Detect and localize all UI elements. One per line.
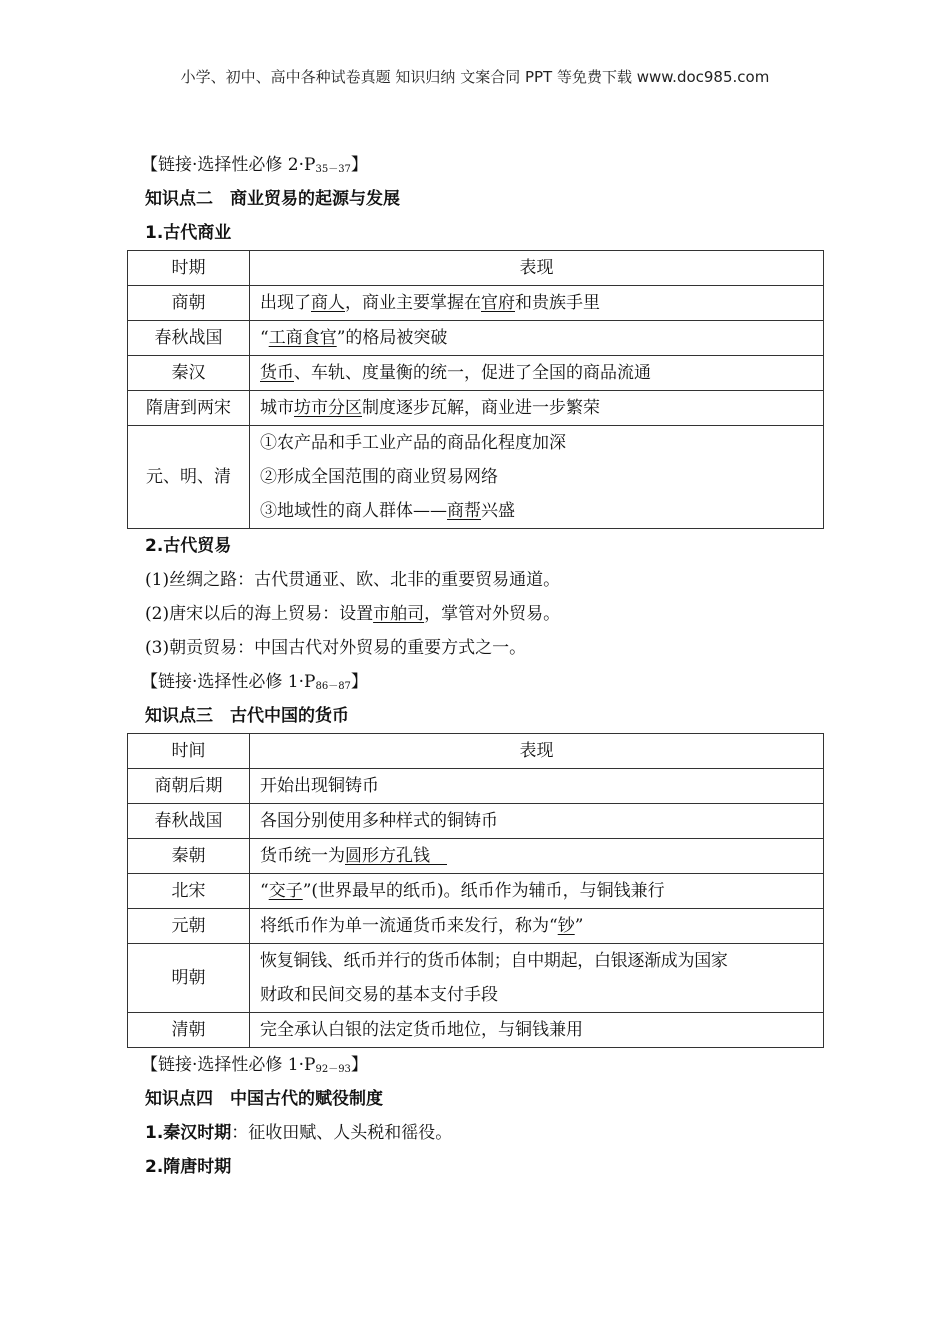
table-header-cell: 表现 bbox=[250, 251, 824, 286]
table-row bbox=[128, 944, 824, 1013]
blank-answer: 官府 bbox=[481, 293, 515, 313]
content-cell bbox=[250, 321, 824, 356]
content-cell bbox=[250, 391, 824, 426]
text-span: ，商业主要掌握在 bbox=[345, 293, 481, 313]
trade-item-2 bbox=[127, 597, 824, 631]
currency-table bbox=[127, 733, 824, 1048]
content-cell bbox=[250, 944, 824, 1013]
blank-answer: 货币 bbox=[260, 363, 294, 383]
link-prefix: 【链接·选择性必修 2·P bbox=[141, 155, 316, 175]
blank-answer: 钞 bbox=[557, 916, 575, 936]
text-span: ：征收田赋、人头税和徭役。 bbox=[231, 1123, 453, 1143]
content-cell bbox=[250, 909, 824, 944]
table-row bbox=[128, 804, 824, 839]
period-cell: 秦朝 bbox=[128, 839, 250, 874]
blank-answer: 交子 bbox=[268, 881, 303, 901]
link-pages: 92－93 bbox=[315, 1064, 351, 1075]
table-header-row bbox=[128, 251, 824, 286]
content-cell bbox=[250, 426, 824, 529]
text-span: 货币统一为 bbox=[260, 846, 345, 866]
trade-item-3: (3)朝贡贸易：中国古代对外贸易的重要方式之一。 bbox=[145, 638, 527, 658]
content-line bbox=[260, 494, 813, 528]
blank-answer: 商人 bbox=[311, 293, 345, 313]
table-row bbox=[128, 909, 824, 944]
commerce-table bbox=[127, 250, 824, 529]
content-cell bbox=[250, 286, 824, 321]
table-row bbox=[128, 874, 824, 909]
blank-answer: 工商食官 bbox=[268, 328, 337, 348]
blank-answer: 圆形方孔钱 bbox=[345, 846, 447, 866]
table-header-cell: 时间 bbox=[128, 734, 250, 769]
text-span: 和贵族手里 bbox=[515, 293, 600, 313]
table-row bbox=[128, 391, 824, 426]
period-cell: 商朝后期 bbox=[128, 769, 250, 804]
blank-answer: 商帮 bbox=[447, 501, 481, 521]
kp4-sub2: 2.隋唐时期 bbox=[145, 1157, 232, 1177]
subheading-label: 1.秦汉时期 bbox=[145, 1123, 232, 1143]
document-body bbox=[127, 148, 824, 1184]
text-span: 出现了 bbox=[260, 293, 311, 313]
text-span: ”的格局被突破 bbox=[336, 328, 448, 348]
text-span: 、车轨、度量衡的统一，促进了全国的商品流通 bbox=[294, 363, 651, 383]
link-prefix: 【链接·选择性必修 1·P bbox=[141, 672, 316, 692]
trade-item-1: (1)丝绸之路：古代贯通亚、欧、北非的重要贸易通道。 bbox=[145, 570, 561, 590]
link-suffix: 】 bbox=[350, 672, 368, 692]
kp4-sub1 bbox=[127, 1116, 824, 1150]
content-cell: 各国分别使用多种样式的铜铸币 bbox=[250, 804, 824, 839]
table-row bbox=[128, 356, 824, 391]
table-row bbox=[128, 321, 824, 356]
content-line: ①农产品和手工业产品的商品化程度加深 bbox=[260, 433, 566, 453]
content-line: 恢复铜钱、纸币并行的货币体制；自中期起，白银逐渐成为国家 bbox=[260, 951, 728, 971]
content-cell bbox=[250, 839, 824, 874]
period-cell: 商朝 bbox=[128, 286, 250, 321]
content-cell: 开始出现铜铸币 bbox=[250, 769, 824, 804]
text-span: ”(世界最早的纸币)。纸币作为辅币，与铜钱兼行 bbox=[302, 881, 665, 901]
link-pages: 35－37 bbox=[315, 164, 351, 175]
text-span: 城市 bbox=[260, 398, 294, 418]
period-cell: 清朝 bbox=[128, 1013, 250, 1048]
table-header-cell: 时期 bbox=[128, 251, 250, 286]
textbook-link-2 bbox=[141, 665, 824, 699]
table-row bbox=[128, 769, 824, 804]
text-span: ③地域性的商人群体—— bbox=[260, 501, 447, 521]
table-row bbox=[128, 426, 824, 529]
text-span: “ bbox=[260, 328, 269, 348]
content-cell bbox=[250, 356, 824, 391]
kp3-title: 知识点三 古代中国的货币 bbox=[145, 706, 349, 726]
period-cell: 北宋 bbox=[128, 874, 250, 909]
content-line: ②形成全国范围的商业贸易网络 bbox=[260, 467, 498, 487]
text-span: “ bbox=[260, 881, 269, 901]
text-span: ” bbox=[574, 916, 584, 936]
content-cell bbox=[250, 874, 824, 909]
text-span: 制度逐步瓦解，商业进一步繁荣 bbox=[362, 398, 600, 418]
text-span: ，掌管对外贸易。 bbox=[424, 604, 561, 624]
link-suffix: 】 bbox=[350, 1055, 368, 1075]
textbook-link-3 bbox=[141, 1048, 824, 1082]
text-span: 将纸币作为单一流通货币来发行，称为“ bbox=[260, 916, 558, 936]
period-cell: 元朝 bbox=[128, 909, 250, 944]
period-cell: 明朝 bbox=[128, 944, 250, 1013]
kp2-sub2: 2.古代贸易 bbox=[145, 536, 232, 556]
period-cell: 春秋战国 bbox=[128, 804, 250, 839]
period-cell: 隋唐到两宋 bbox=[128, 391, 250, 426]
link-suffix: 】 bbox=[350, 155, 368, 175]
link-prefix: 【链接·选择性必修 1·P bbox=[141, 1055, 316, 1075]
content-cell: 完全承认白银的法定货币地位，与铜钱兼用 bbox=[250, 1013, 824, 1048]
kp2-title: 知识点二 商业贸易的起源与发展 bbox=[145, 189, 400, 209]
period-cell: 春秋战国 bbox=[128, 321, 250, 356]
link-pages: 86－87 bbox=[315, 681, 351, 692]
period-cell: 元、明、清 bbox=[128, 426, 250, 529]
period-cell: 秦汉 bbox=[128, 356, 250, 391]
text-span: 兴盛 bbox=[481, 501, 515, 521]
kp2-sub1: 1.古代商业 bbox=[145, 223, 232, 243]
page-header: 小学、初中、高中各种试卷真题 知识归纳 文案合同 PPT 等免费下载 www.doc985.com bbox=[180, 68, 770, 86]
text-span: (2)唐宋以后的海上贸易：设置 bbox=[145, 604, 374, 624]
content-line: 财政和民间交易的基本支付手段 bbox=[260, 985, 498, 1005]
table-row bbox=[128, 286, 824, 321]
blank-answer: 市舶司 bbox=[373, 604, 425, 624]
table-row bbox=[128, 839, 824, 874]
table-header-row bbox=[128, 734, 824, 769]
kp4-title: 知识点四 中国古代的赋役制度 bbox=[145, 1089, 383, 1109]
blank-answer: 坊市分区 bbox=[294, 398, 362, 418]
table-row bbox=[128, 1013, 824, 1048]
table-header-cell: 表现 bbox=[250, 734, 824, 769]
textbook-link-1 bbox=[141, 148, 824, 182]
